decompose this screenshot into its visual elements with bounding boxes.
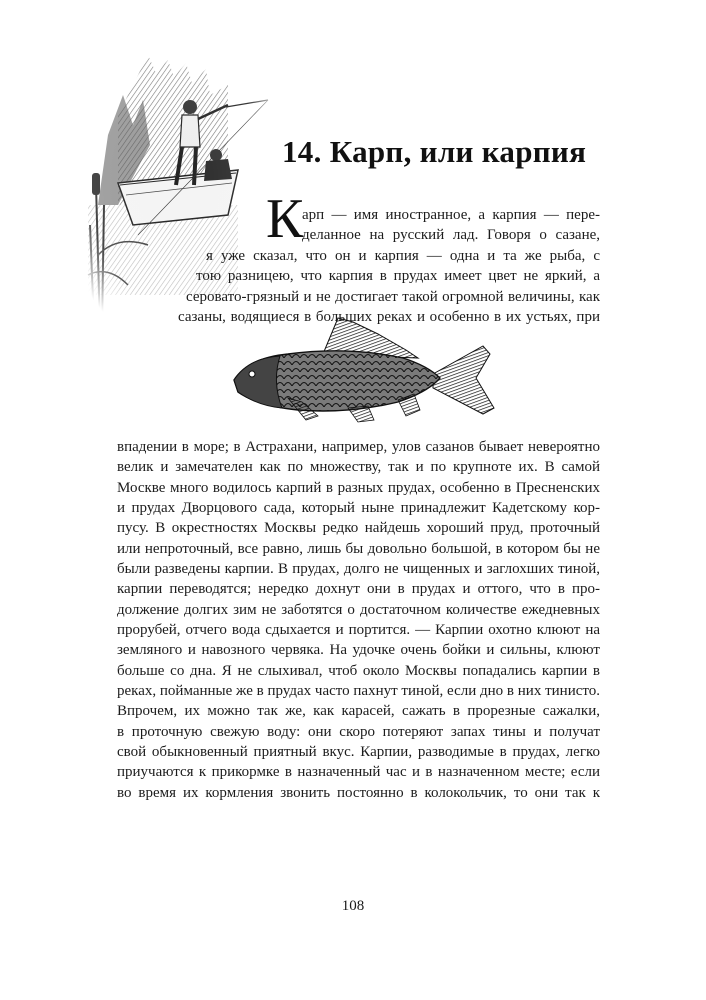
text-line: во время их кормления звонить постоянно в колокольчик, то они так к [117,785,600,801]
text-line: тою разницею, что карпия в прудах имеет цвет не яркий, а [196,268,600,284]
text-line: велик и замечателен как по множеству, так и по крупноте их. В самой [117,459,600,475]
page-number: 108 [341,898,365,914]
text-line: и прудах Дворцового сада, который ныне принадлежит Кадетскому кор- [117,500,600,516]
text-line: Впрочем, их можно так же, как карасей, сажать в прорезные сажалки, [117,703,600,719]
chapter-title: 14. Карп, или карпия [282,134,587,169]
text-line: свой обыкновенный приятный вкус. Карпии, разводимые в прудах, легко [117,744,600,760]
text-line: должение долгих зим не заботятся о достаточном количестве ежедневных [117,602,600,618]
text-line: были разведены карпии. В прудах, долго не чищенных и заглохших тиной, [117,561,600,577]
text-line: в проточную свежую воду: они скоро потеряют запах тины и получат [117,724,600,740]
text-line: приучаются к прикормке в назначенный час и в назначенном месте; если [117,764,600,780]
text-line: карпии переводятся; нередко дохнут они в прудах и оттого, что в про- [117,581,600,597]
carp-icon [228,316,500,424]
text-line: земляного и навозного червяка. На удочке очень бойки и сильны, клюют [117,642,600,658]
text-line: серовато-грязный и не достигает такой огромной величины, как [186,289,600,305]
text-line: Москве много водилось карпий в разных прудах, особенно в Пресненских [117,480,600,496]
text-line: больше со дна. Я не слыхивал, чтоб около Москвы попадались карпии в [117,663,600,679]
text-line: реках, пойманные же в прудах часто пахнут тиной, если дно в них тинисто. [117,683,600,699]
text-line: я уже сказал, что он и карпия — одна и та же рыба, с [206,248,600,264]
text-line: пусу. В окрестностях Москвы редко найдешь хороший пруд, проточный [117,520,600,536]
text-line: арп — имя иностранное, а карпия — пере- [302,207,600,223]
text-line: прорубей, отчего вода сдыхается и портится. — Карпии охотно клюют на [117,622,600,638]
text-line: впадении в море; в Астрахани, например, улов сазанов бывает невероятно [117,439,600,455]
text-line: или непроточный, все равно, лишь бы довольно большой, в котором бы не [117,541,600,557]
text-line: сазаны, водящиеся в больших реках и особенно в их устьях, при [178,309,600,325]
text-line: деланное на русский лад. Говоря о сазане, [302,227,600,243]
drop-cap: К [266,188,304,250]
